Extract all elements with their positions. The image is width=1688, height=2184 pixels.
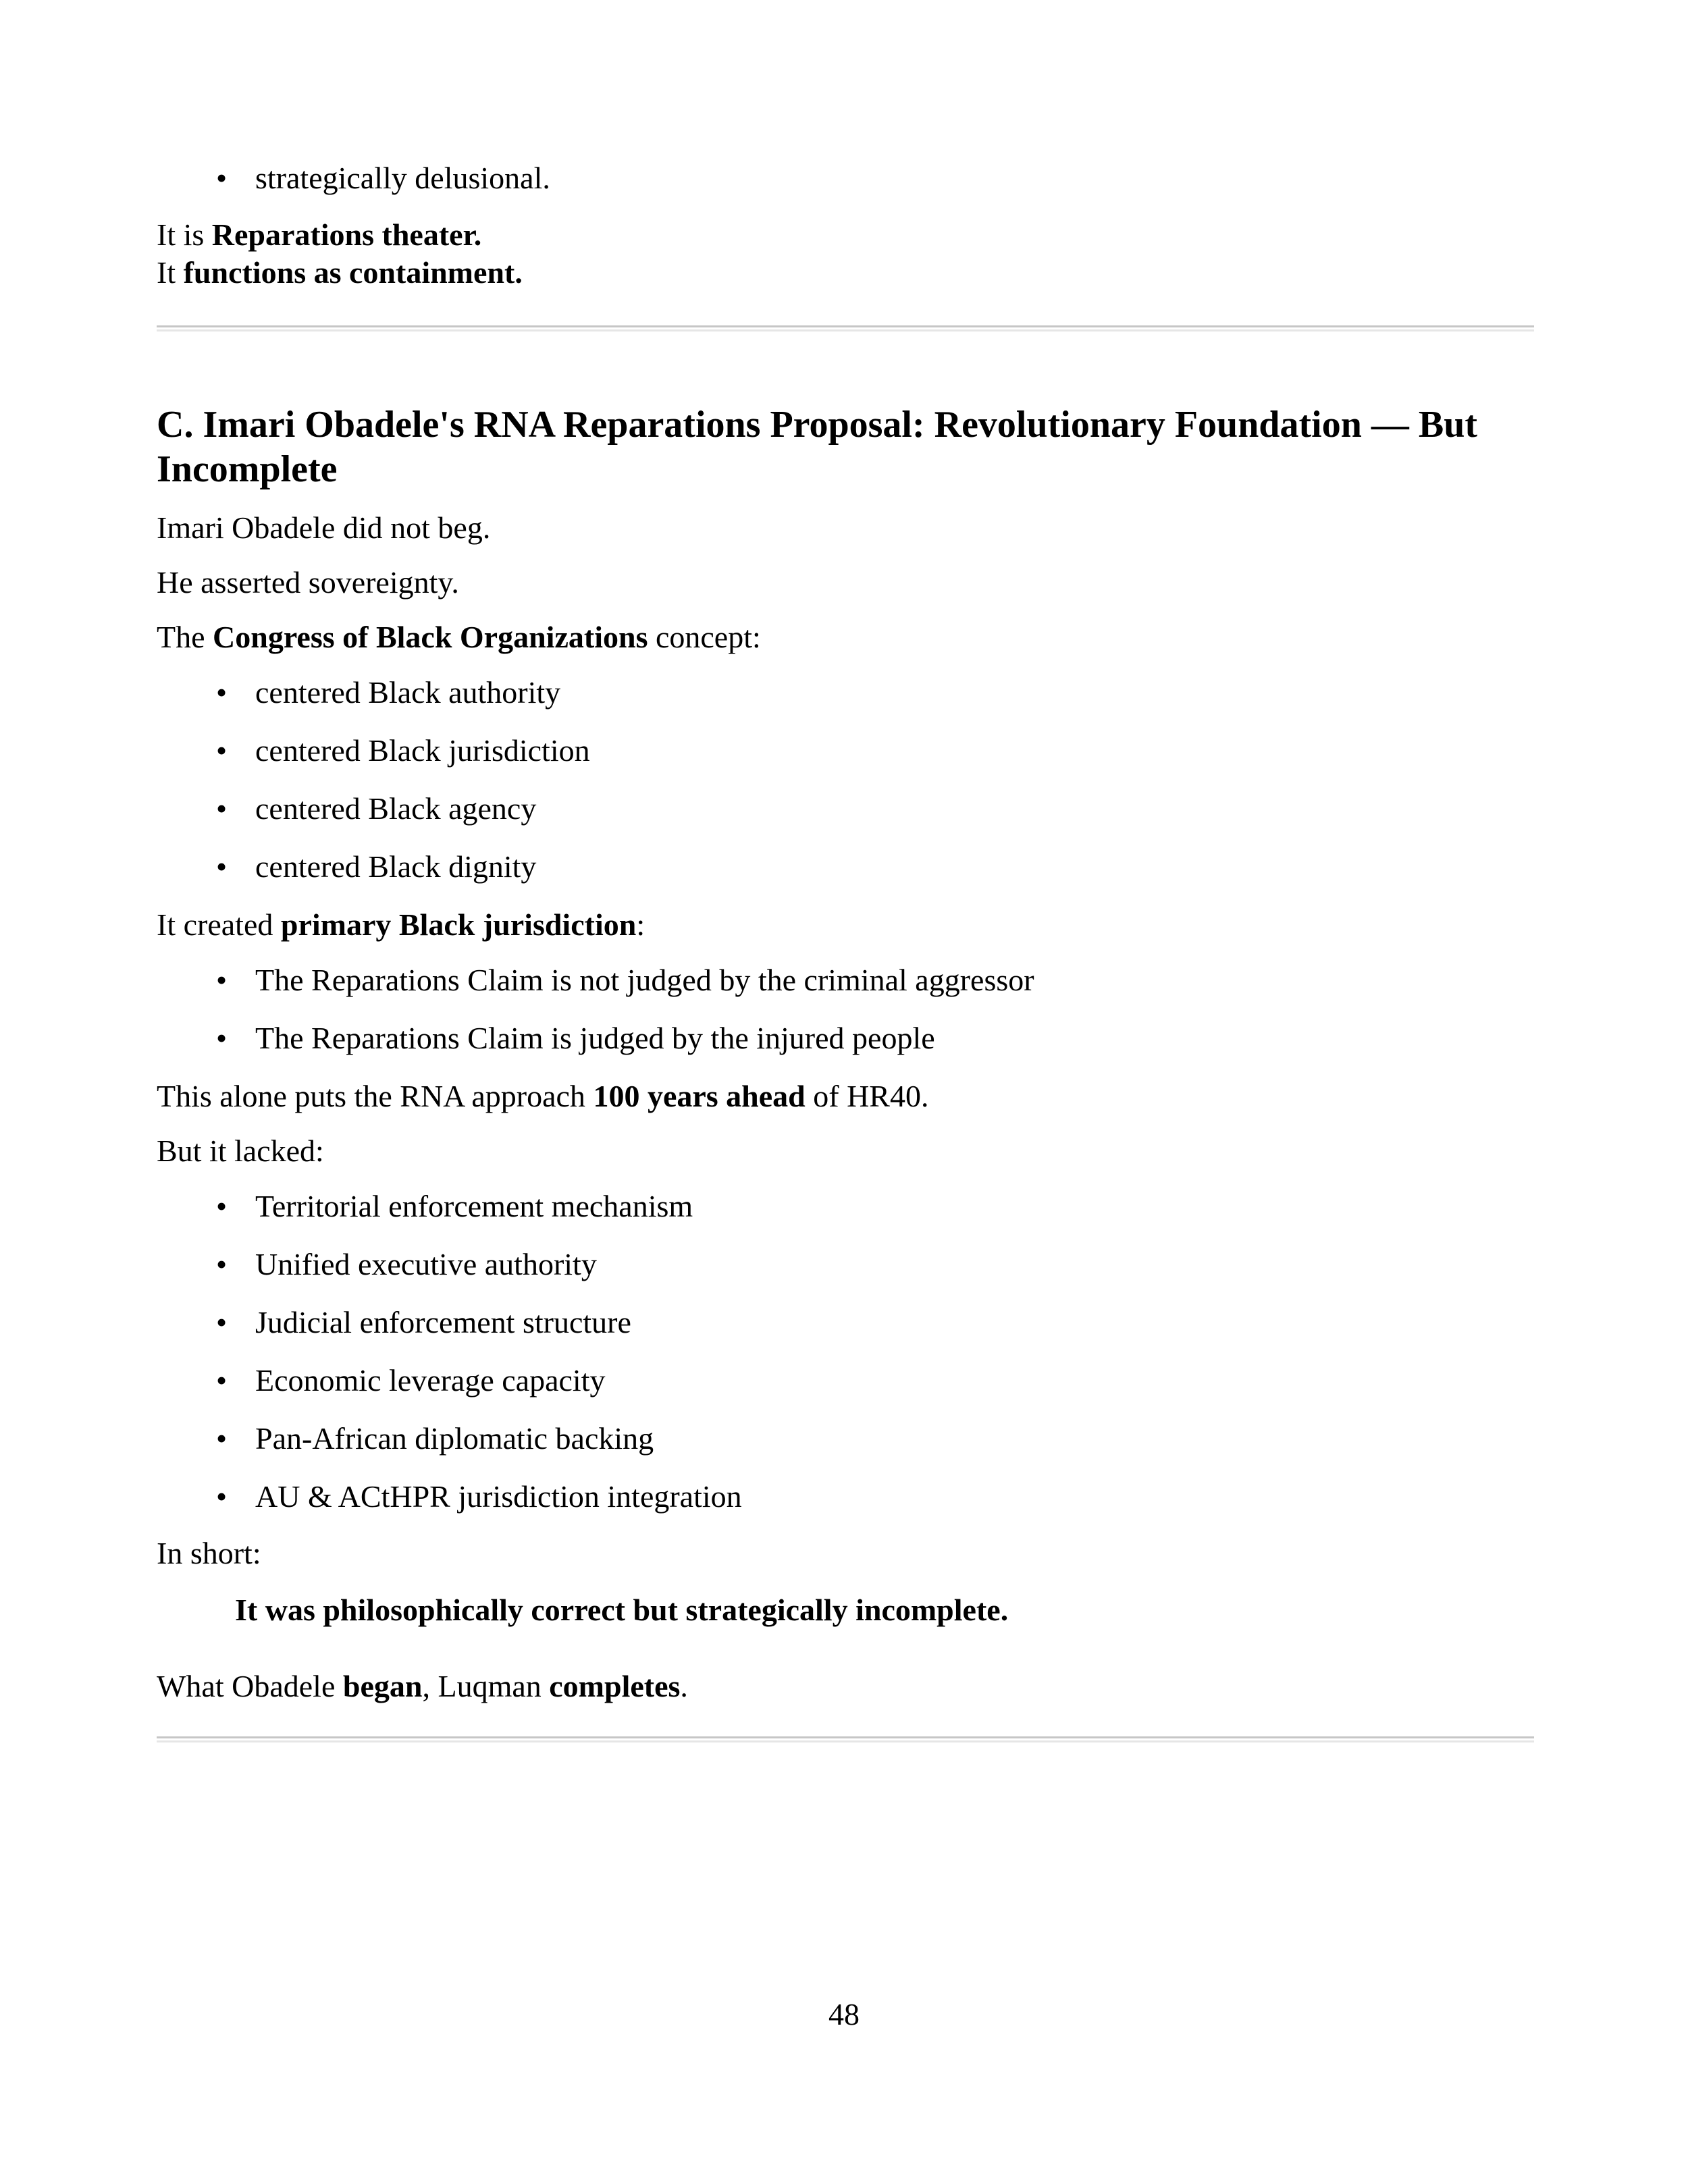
bullet-marker: • [216,675,228,710]
paragraph-bold: primary Black jurisdiction [280,907,637,942]
paragraph-text: : [636,907,645,942]
bullet-marker: • [216,1021,228,1055]
list-item: centered Black authority [255,675,561,710]
list-item: centered Black dignity [255,849,537,884]
paragraph-bold: Congress of Black Organizations [213,620,648,654]
closing-line-bold: functions as containment. [183,255,523,290]
paragraph [157,618,761,656]
list-item: strategically delusional. [255,161,550,195]
closing-line-text: It is [157,217,212,252]
section-divider [157,1736,1534,1742]
list-item: centered Black agency [255,791,537,826]
bullet-marker: • [216,963,228,997]
block-quote: It was philosophically correct but strategically incomplete. [235,1593,1009,1627]
paragraph-text: , Luqman [422,1669,550,1703]
closing-line [157,254,523,292]
closing-line [157,216,481,254]
paragraph: He asserted sovereignty. [157,565,459,600]
paragraph-bold: completes [549,1669,681,1703]
list-item: The Reparations Claim is not judged by the criminal aggressor [255,963,1034,997]
closing-line-text: It [157,255,184,290]
bullet-marker: • [216,849,228,884]
paragraph: Imari Obadele did not beg. [157,510,491,545]
bullet-marker: • [216,791,228,826]
section-divider [157,325,1534,331]
paragraph-text: concept: [648,620,761,654]
paragraph: In short: [157,1536,261,1570]
paragraph-text: of HR40. [805,1079,929,1113]
section-heading: C. Imari Obadele's RNA Reparations Proposal: Revolutionary Foundation — But Incomplete [157,404,1477,490]
bullet-marker: • [216,1363,228,1397]
paragraph: But it lacked: [157,1134,324,1168]
bullet-marker: • [216,1189,228,1223]
closing-line-bold: Reparations theater. [211,217,482,252]
bullet-marker: • [216,733,228,768]
bullet-marker: • [216,1247,228,1281]
list-item: Economic leverage capacity [255,1363,606,1397]
list-item: The Reparations Claim is judged by the injured people [255,1021,935,1055]
paragraph-text: The [157,620,213,654]
bullet-marker: • [216,161,228,195]
paragraph-bold: began [342,1669,423,1703]
paragraph [157,1668,688,1705]
paragraph-text: This alone puts the RNA approach [157,1079,594,1113]
list-item: AU & ACtHPR jurisdiction integration [255,1479,742,1514]
paragraph-text: It created [157,907,281,942]
bullet-marker: • [216,1479,228,1514]
list-item: Judicial enforcement structure [255,1305,631,1339]
list-item: Pan-African diplomatic backing [255,1421,654,1456]
paragraph-text: . [680,1669,688,1703]
list-item: Territorial enforcement mechanism [255,1189,693,1223]
bullet-marker: • [216,1305,228,1339]
paragraph [157,1077,929,1115]
paragraph [157,906,645,944]
bullet-marker: • [216,1421,228,1456]
list-item: Unified executive authority [255,1247,597,1281]
page-number: 48 [828,1997,860,2031]
paragraph-text: What Obadele [157,1669,343,1703]
paragraph-bold: 100 years ahead [593,1079,806,1113]
list-item: centered Black jurisdiction [255,733,590,768]
